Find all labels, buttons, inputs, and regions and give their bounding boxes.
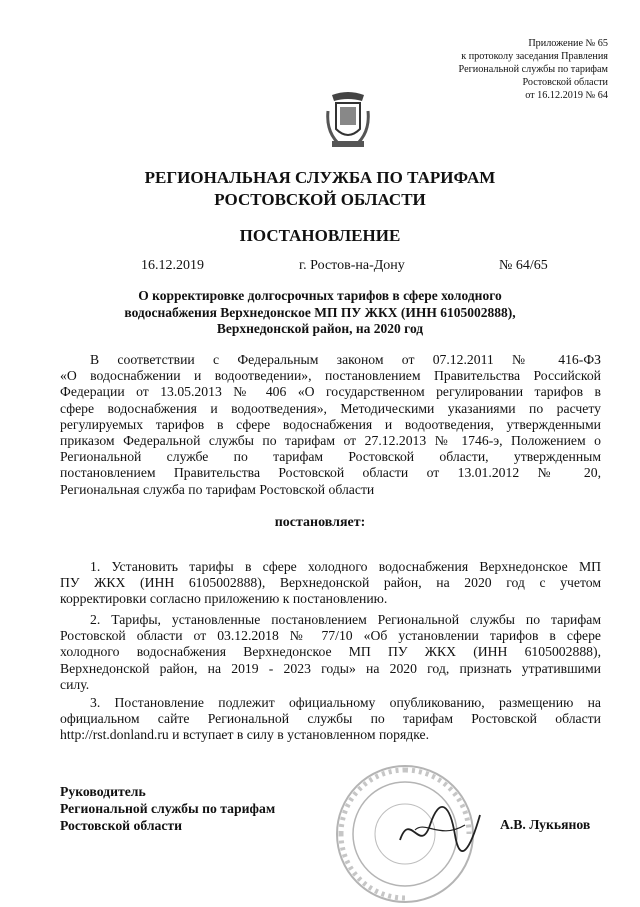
title-line: О корректировке долгосрочных тарифов в сфере холодного — [138, 288, 502, 303]
org-line: РОСТОВСКОЙ ОБЛАСТИ — [214, 190, 426, 209]
text-line: «О водоснабжении и водоотведении», постановлением Правительства Российской — [60, 368, 601, 384]
decree-word: постановляет: — [274, 515, 366, 530]
signatory-name: А.В. Лукьянов — [500, 817, 591, 832]
title-line: водоснабжения Верхнедонское МП ПУ ЖКХ (ИНН 6105002888), — [124, 304, 516, 320]
org-line: РЕГИОНАЛЬНАЯ СЛУЖБА ПО ТАРИФАМ — [144, 168, 496, 187]
text-line: постановлением Правительства Ростовской области от 13.01.2012 № 20, — [60, 465, 601, 481]
item-2-paragraph — [60, 612, 601, 693]
text-line: силу. — [60, 676, 90, 692]
text-line: Региональной службе по тарифам Ростовской области, утвержденным — [60, 449, 601, 465]
organization-name — [0, 167, 640, 211]
annex-note — [388, 37, 608, 102]
signatory-title-line: Руководитель — [60, 784, 146, 799]
text-line: Федерации от 13.05.2013 № 406 «О государственном регулировании тарифов в — [60, 384, 601, 400]
document-type: ПОСТАНОВЛЕНИЕ — [239, 226, 401, 245]
text-line: регулируемых тарифов в сфере водоснабжения и водоотведения, утвержденными — [60, 416, 601, 432]
document-date: 16.12.2019 — [141, 258, 204, 273]
annex-line: Ростовской области — [522, 77, 608, 89]
document-number: № 64/65 — [499, 258, 548, 273]
text-line: http://rst.donland.ru и вступает в силу в установленном порядке. — [60, 727, 430, 743]
item-3-paragraph — [60, 695, 601, 744]
text-line: сфере водоснабжения и водоотведения», Методическими указаниями по расчету — [60, 400, 601, 416]
annex-line: к протоколу заседания Правления — [461, 51, 608, 63]
handwritten-signature-icon — [395, 800, 485, 860]
text-line: приказом Федеральной службы по тарифам от 27.12.2013 № 1746-э, Положением о — [60, 433, 601, 449]
text-line: официальном сайте Региональной службы по тарифам Ростовской области — [60, 711, 601, 727]
text-line: холодного водоснабжения Верхнедонское МП ПУ ЖКХ (ИНН 6105002888), — [60, 644, 601, 660]
coat-of-arms-icon — [326, 91, 370, 151]
text-line: Региональная служба по тарифам Ростовской области — [60, 481, 375, 497]
annex-line: Региональной службы по тарифам — [458, 64, 608, 76]
annex-line: Приложение № 65 — [528, 38, 608, 49]
text-line: 2. Тарифы, установленные постановлением Региональной службы по тарифам — [90, 612, 601, 627]
text-line: Верхнедонской район, на 2019 - 2023 годы» на 2020 год, признать утратившими — [60, 660, 601, 676]
text-line: Ростовской области от 03.12.2018 № 77/10 «Об установлении тарифов в сфере — [60, 628, 601, 644]
text-line: В соответствии с Федеральным законом от 07.12.2011 № 416-ФЗ — [90, 352, 601, 367]
preamble-paragraph — [60, 352, 601, 498]
annex-line: от 16.12.2019 № 64 — [525, 90, 608, 102]
item-1-paragraph — [60, 559, 601, 608]
signatory-title — [60, 783, 275, 834]
text-line: 1. Установить тарифы в сфере холодного водоснабжения Верхнедонское МП — [90, 559, 601, 574]
document-title — [80, 288, 560, 338]
signatory-title-line: Региональной службы по тарифам — [60, 801, 276, 816]
title-line: Верхнедонской район, на 2020 год — [216, 321, 424, 336]
document-city: г. Ростов-на-Дону — [299, 258, 405, 273]
text-line: ПУ ЖКХ (ИНН 6105002888), Верхнедонской район, на 2020 год с учетом — [60, 575, 601, 591]
signatory-title-line: Ростовской области — [60, 818, 183, 833]
text-line: корректировки согласно приложению к постановлению. — [60, 591, 388, 607]
text-line: 3. Постановление подлежит официальному опубликованию, размещению на — [90, 695, 601, 710]
